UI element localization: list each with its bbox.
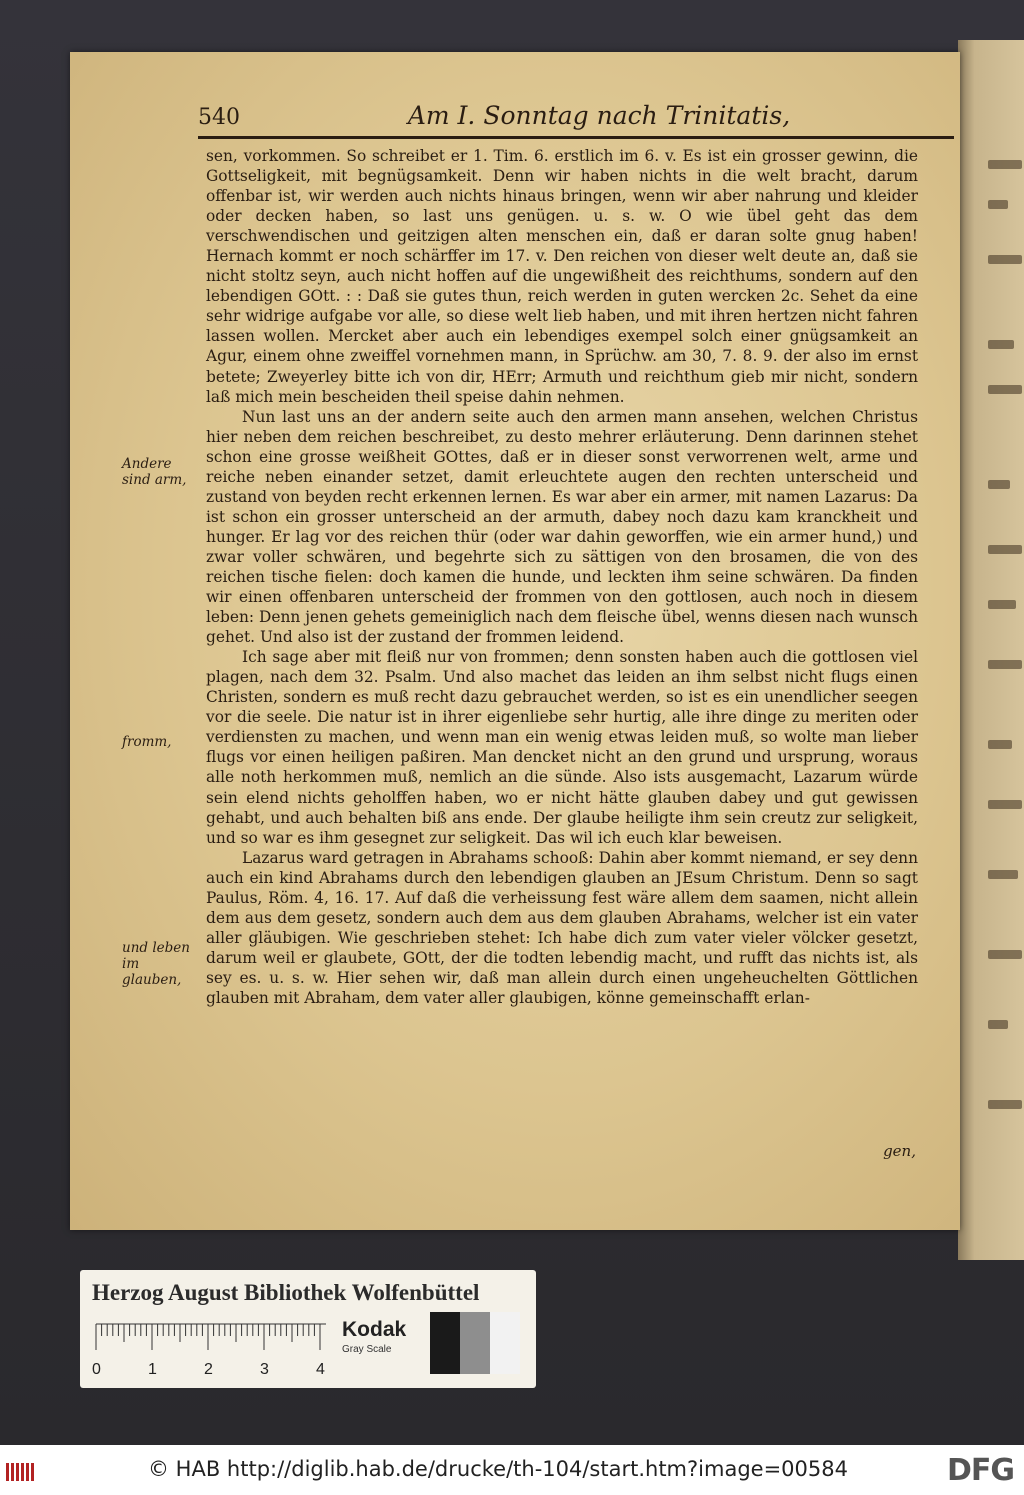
gray-scale-swatches bbox=[430, 1312, 520, 1374]
ruler-number: 1 bbox=[148, 1361, 157, 1378]
viewer-footer bbox=[0, 1445, 1024, 1495]
page-header bbox=[198, 100, 950, 130]
swatch-gray bbox=[460, 1312, 490, 1374]
hab-logo-icon bbox=[6, 1459, 36, 1483]
ruler-number: 4 bbox=[316, 1361, 325, 1378]
dfg-logo: DFG bbox=[946, 1453, 1014, 1488]
adjacent-page-edge bbox=[958, 40, 1024, 1260]
library-label-card bbox=[80, 1270, 536, 1388]
margin-note: fromm, bbox=[122, 734, 172, 750]
kodak-logo: Kodak bbox=[342, 1318, 407, 1341]
paragraph: Lazarus ward getragen in Abrahams schooß: Dahin aber kommt niemand, er sey denn auch ein kind Abrahams durch den lebendigen glauben an JEsum Christum. Denn so sagt Paulus, Röm. 4, 16. 17. Auf daß die verheissung fest wäre allem dem saamen, nicht allein dem aus dem gesetz, sondern auch dem aus dem glauben Abrahams, welcher ist ein vater aller gläubigen. Wie geschrieben stehet: Ich habe dich zum vater vieler völcker gesetzt, darum weil er glaubete, GOtt, der die todten lebendig macht, und rufft das nichts ist, als sey es. u. s. w. Hier sehen wir, daß man allein durch einen ungeheuchelten Göttlichen glauben mit Abraham, dem vater aller glaubigen, könne gemeinschafft erlan- bbox=[206, 848, 918, 1007]
kodak-label bbox=[342, 1318, 422, 1358]
page-number: 540 bbox=[198, 105, 240, 130]
paragraph: sen, vorkommen. So schreibet er 1. Tim. 6. erstlich im 6. v. Es ist ein grosser gewinn, die Gottseligkeit, mit begnügsamkeit. Denn wir haben nichts in die welt bracht, darum offenbar ist, wir werden auch nichts hinaus bringen, wenn wir aber nahrung und kleider oder decken haben, so last uns genügen. u. s. w. O wie übel geht das dem verschwendischen und geitzigen alten menschen ein, daß er daran solte gnug haben! Hernach kommt er noch schärffer im 17. v. Den reichen von dieser welt deute an, daß sie nicht stoltz seyn, auch nicht hoffen auf die ungewißheit des reichthums, sondern auf den lebendigen GOtt. : : Daß sie gutes thun, reich werden in guten wercken 2c. Sehet da eine sehr widrige aufgabe vor alle, so diese welt lieb haben, und mit ihren hertzen nicht fahren lassen wollen. Mercket aber auch ein lebendiges exempel solch einer gnügsamkeit an Agur, einem ohne zweiffel vornehmen mann, in Sprüchw. am 30, 7. 8. 9. der also im ernst betete; Zweyerley bitte ich von dir, HErr; Armuth und reichthum gieb mir nicht, sondern laß mich mein bescheiden theil speise dahin nehmen. bbox=[206, 147, 918, 406]
ruler-scale bbox=[94, 1318, 334, 1380]
copyright-url: © HAB http://diglib.hab.de/drucke/th-104/start.htm?image=00584 bbox=[148, 1457, 848, 1481]
library-name: Herzog August Bibliothek Wolfenbüttel bbox=[92, 1280, 480, 1305]
margin-note: Andere sind arm, bbox=[122, 456, 187, 488]
ruler-number: 3 bbox=[260, 1361, 269, 1378]
catchword: gen, bbox=[883, 1142, 916, 1160]
paragraph: Ich sage aber mit fleiß nur von frommen; denn sonsten haben auch die gottlosen viel plagen, nach dem 32. Psalm. Und also machet das leiden an ihm selbst nicht flugs einen Christen, sondern es muß recht dazu gebrauchet werden, so ist es ein unendlicher seegen vor die seele. Die natur ist in ihrer eigenliebe sehr hurtig, alle ihre dinge zu meriten oder verdiensten zu machen, und wenn man ein wenig etwas leiden muß, so wolte man lieber flugs vor einen heiligen paßiren. Man dencket nicht an den grund und ursprung, woraus alle noth herkommen muß, nemlich an die sünde. Also ists ausgemacht, Lazarum würde sein elend nichts geholffen haben, wo er nicht hätte glauben dabey und gut gewissen gehabt, und auch behalten biß ans ende. Der glaube heiligte ihm sein creutz zur seligkeit, und so war es ihm gesegnet zur seligkeit. Das wil ich euch klar beweisen. bbox=[206, 648, 918, 847]
header-rule bbox=[198, 136, 954, 139]
gray-scale-label: Gray Scale bbox=[342, 1344, 392, 1355]
ruler-number: 0 bbox=[92, 1361, 101, 1378]
book-page bbox=[70, 52, 960, 1230]
paragraph: Nun last uns an der andern seite auch den armen mann ansehen, welchen Christus hier neben dem reichen beschreibet, zu desto mehrer erläuterung. Denn darinnen stehet schon eine grosse weißheit GOttes, daß er in dieser sonst verworrenen welt, arme und reiche neben einander setzet, damit erleuchtete augen den rechten unterscheid und zustand von beyden recht erkennen lernen. Es war aber ein armer, mit namen Lazarus: Da ist schon ein grosser unterscheid an der armuth, dabey noch dazu kam kranckheit und hunger. Er lag vor des reichen thür (oder war dahin geworffen, wie ein armer hund,) und zwar voller schwären, und begehrte sich zu sättigen von den brosamen, die von des reichen tische fielen: doch kamen die hunde, und leckten ihm seine schwären. Da finden wir einen offenbaren unterscheid der frommen von den gottlosen, auch noch in diesem leben: Denn jenen gehets gemeiniglich nach dem fleische übel, wenns diesen nach wunsch gehet. Und also ist der zustand der frommen leidend. bbox=[206, 407, 918, 647]
swatch-black bbox=[430, 1312, 460, 1374]
running-head: Am I. Sonntag nach Trinitatis, bbox=[407, 101, 791, 130]
body-text bbox=[206, 146, 918, 1008]
swatch-white bbox=[490, 1312, 520, 1374]
margin-note: und leben im glauben, bbox=[122, 940, 190, 988]
ruler-number: 2 bbox=[204, 1361, 213, 1378]
